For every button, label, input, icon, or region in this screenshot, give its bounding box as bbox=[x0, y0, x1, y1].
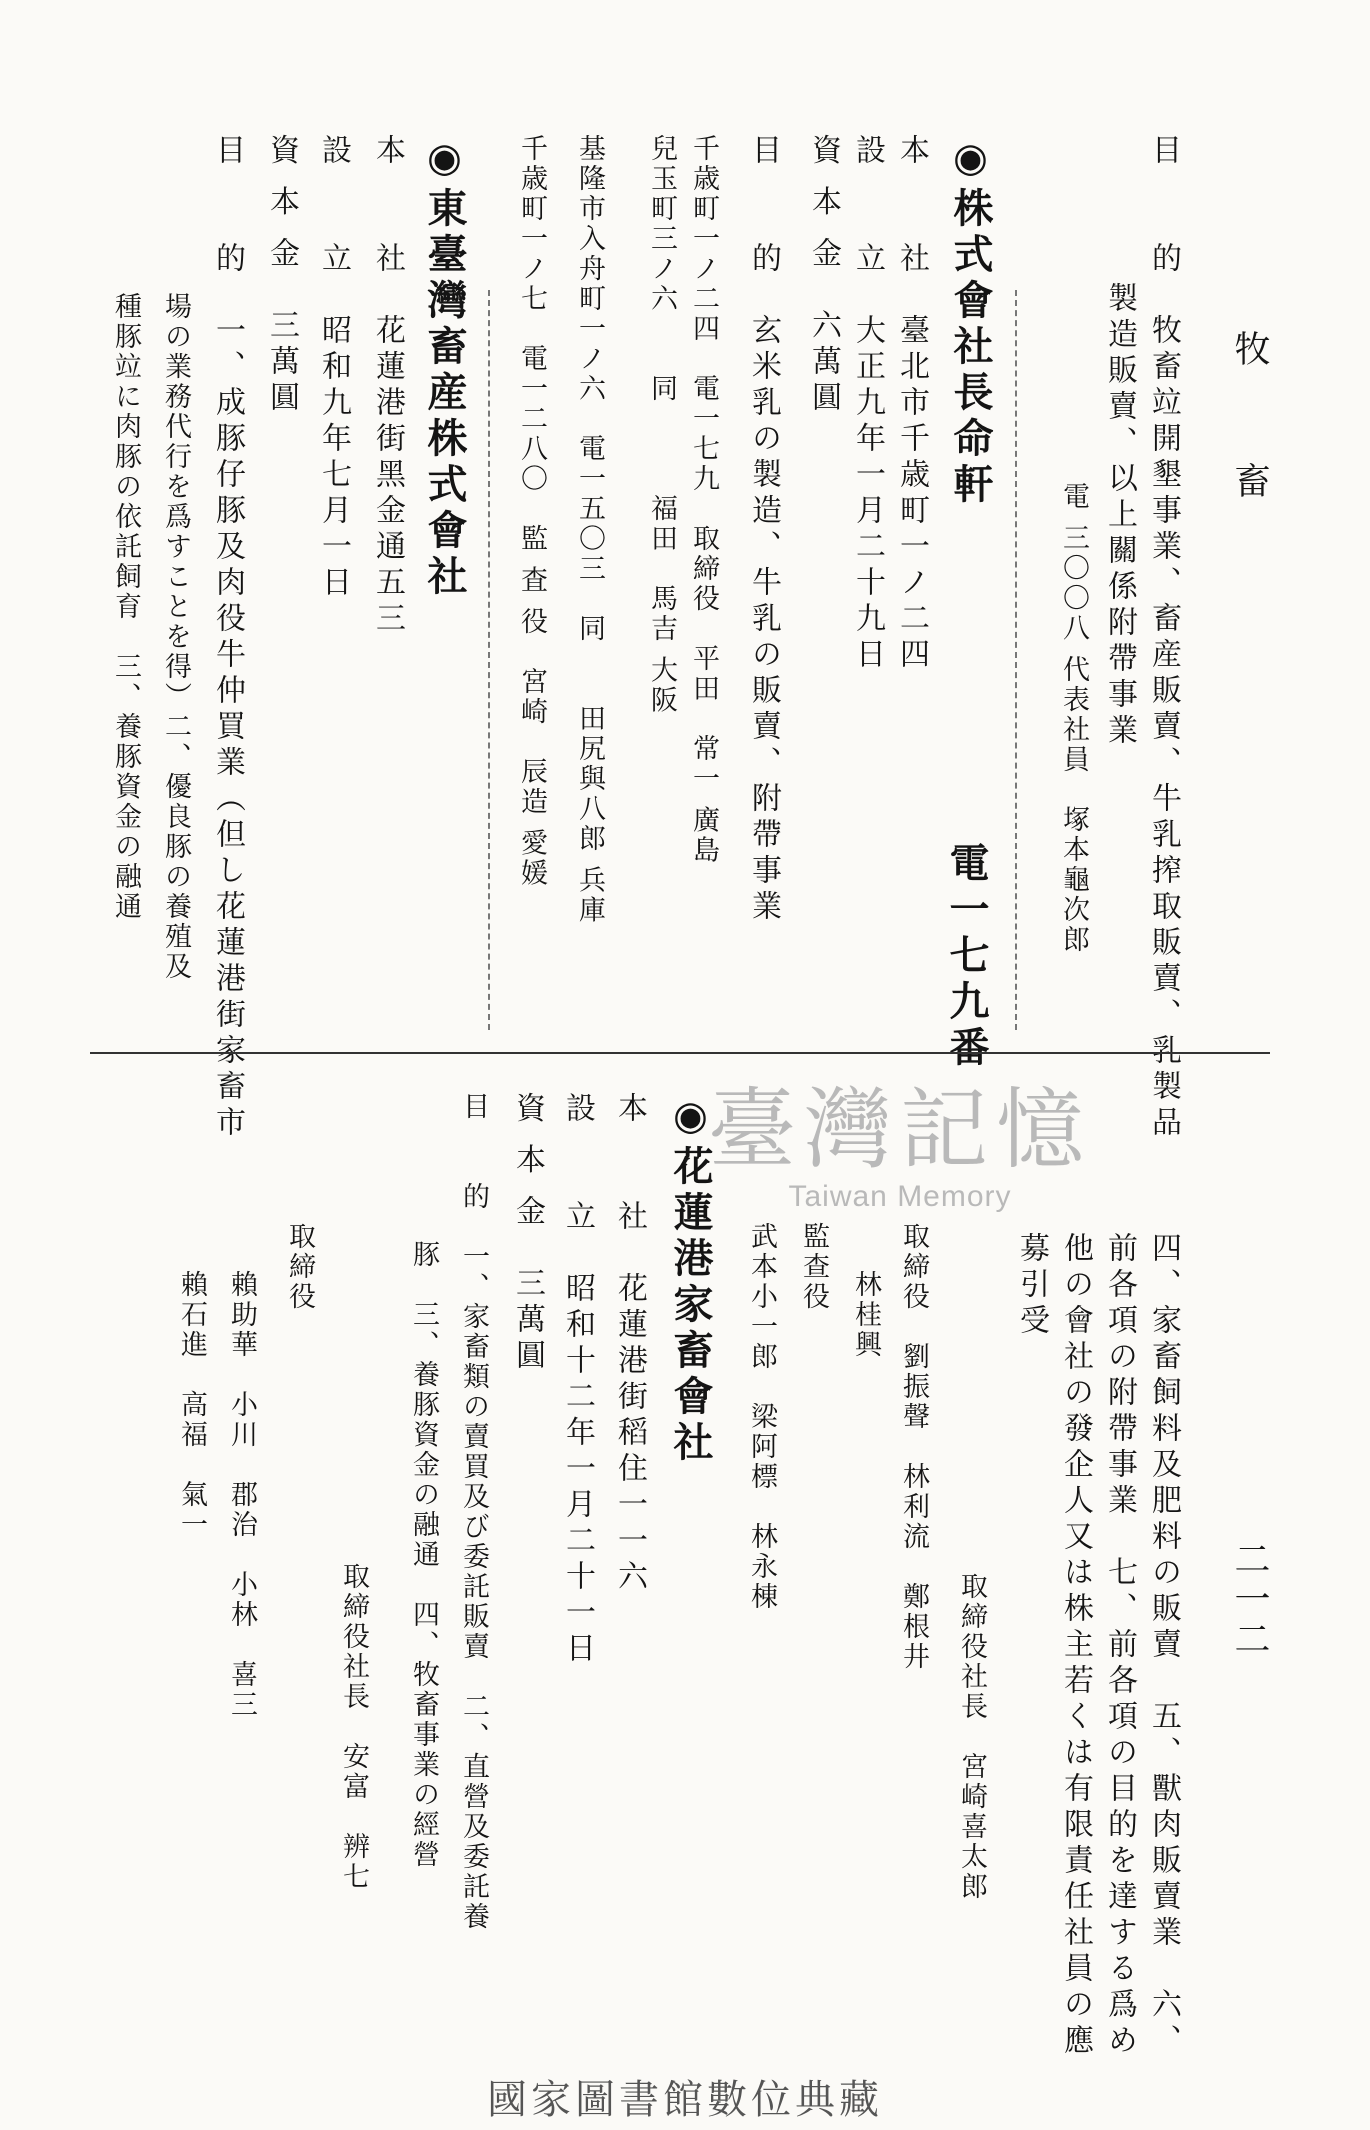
higashi-taiwan-title: ◉東臺灣畜産株式會社 bbox=[421, 134, 468, 601]
higashi-head-office: 本 社 花蓮港街黑金通五三 bbox=[370, 134, 405, 638]
chomeiken-head-office: 本 社 臺北市千歳町一ノ二四 bbox=[894, 134, 929, 674]
chomeiken-capital: 資 本 金 六萬圓 bbox=[806, 134, 841, 418]
karenko-established: 設 立 昭和十二年一月二十一日 bbox=[560, 1092, 595, 1668]
chomeiken-purpose: 目 的 玄米乳の製造、牛乳の販賣、附帶事業 bbox=[746, 134, 781, 926]
karenko-capital: 資 本 金 三萬圓 bbox=[510, 1092, 545, 1376]
karenko-directors-1: 賴助華 小川 郡治 小林 喜三 bbox=[226, 1270, 257, 1720]
column-divider bbox=[488, 290, 490, 1030]
top-continued-line-3: 電 三〇〇八 代表社員 塚本龜次郎 bbox=[1058, 482, 1089, 956]
chomeiken-officer-4: 千歳町一ノ七 電一二八〇 監 査 役 宮崎 辰造 愛媛 bbox=[516, 134, 547, 889]
officers-auditor-label: 監查役 bbox=[798, 1222, 829, 1312]
karenko-purpose-2: 豚 三、養豚資金の融通 四、牧畜事業の經營 bbox=[408, 1240, 439, 1870]
officers-directors-2: 林桂興 bbox=[850, 1270, 881, 1360]
karenko-president: 取締役社長 安富 辨七 bbox=[338, 1562, 369, 1892]
karenko-directors-label: 取締役 bbox=[284, 1222, 315, 1312]
bottom-continued-line-3: 他の會社の發企人又は株主若くは有限責任社員の應 bbox=[1058, 1232, 1093, 2060]
chomeiken-established: 設 立 大正九年一月二十九日 bbox=[850, 134, 885, 674]
watermark-title: 臺灣記憶 bbox=[707, 1078, 1092, 1181]
karenko-purpose-1: 目 的 一、家畜類の賣買及び委託販賣 二、直營及委託養 bbox=[458, 1092, 489, 1932]
higashi-purpose-1: 目 的 一、成豚仔豚及肉役牛仲買業（但し花蓮港街家畜市 bbox=[210, 134, 245, 1142]
watermark-subtitle: Taiwan Memory bbox=[788, 1180, 1012, 1213]
higashi-purpose-3: 種豚竝に肉豚の依託飼育 三、養豚資金の融通 bbox=[110, 292, 141, 922]
higashi-capital: 資 本 金 三萬圓 bbox=[264, 134, 299, 418]
officers-directors: 取締役 劉振聲 林利流 鄭根井 bbox=[898, 1222, 929, 1672]
chomeiken-telephone: 電一七九番 bbox=[943, 842, 990, 1072]
page-number: 二一二 bbox=[1229, 1540, 1270, 1660]
library-footer: 國家圖書館數位典藏 bbox=[487, 2077, 883, 2123]
column-divider bbox=[1015, 290, 1017, 1030]
chomeiken-title: ◉株式會社長命軒 bbox=[947, 134, 994, 509]
karenko-title: ◉花蓮港家畜會社 bbox=[667, 1092, 714, 1467]
taiwan-memory-watermark bbox=[680, 1060, 1120, 1214]
karenko-directors-2: 賴石進 高福 氣一 bbox=[176, 1270, 207, 1540]
higashi-established: 設 立 昭和九年七月一日 bbox=[316, 134, 351, 602]
chomeiken-officer-3: 基隆市入舟町一ノ六 電一五〇三 同 田尻與八郎 兵庫 bbox=[574, 134, 605, 926]
horizontal-divider bbox=[90, 1052, 1270, 1054]
running-head-title: 牧 畜 bbox=[1229, 330, 1270, 528]
officers-president: 取締役社長 宮崎喜太郎 bbox=[956, 1572, 987, 1902]
karenko-head-office: 本 社 花蓮港街稻住一一六 bbox=[612, 1092, 647, 1596]
top-continued-line-2: 製造販賣、以上關係附帶事業 bbox=[1102, 282, 1137, 750]
bottom-continued-line-1: 四、家畜飼料及肥料の販賣 五、獸肉販賣業 六、 bbox=[1146, 1232, 1181, 2060]
top-continued-line-1: 目 的 牧畜竝開墾事業、畜産販賣、牛乳搾取販賣、乳製品 bbox=[1146, 134, 1181, 1142]
bottom-continued-line-4: 募引受 bbox=[1014, 1232, 1049, 1340]
officers-auditors: 武本小一郎 梁阿標 林永棟 bbox=[746, 1222, 777, 1612]
chomeiken-officer-1: 千歳町一ノ二四 電一七九 取締役 平田 常一 廣島 bbox=[688, 134, 719, 866]
higashi-purpose-2: 場の業務代行を爲すことを得）二、優良豚の養殖及 bbox=[160, 292, 191, 982]
bottom-continued-line-2: 前各項の附帶事業 七、前各項の目的を達する爲め bbox=[1102, 1232, 1137, 2060]
chomeiken-officer-2: 兒玉町三ノ六 同 福田 馬吉 大阪 bbox=[646, 134, 677, 716]
